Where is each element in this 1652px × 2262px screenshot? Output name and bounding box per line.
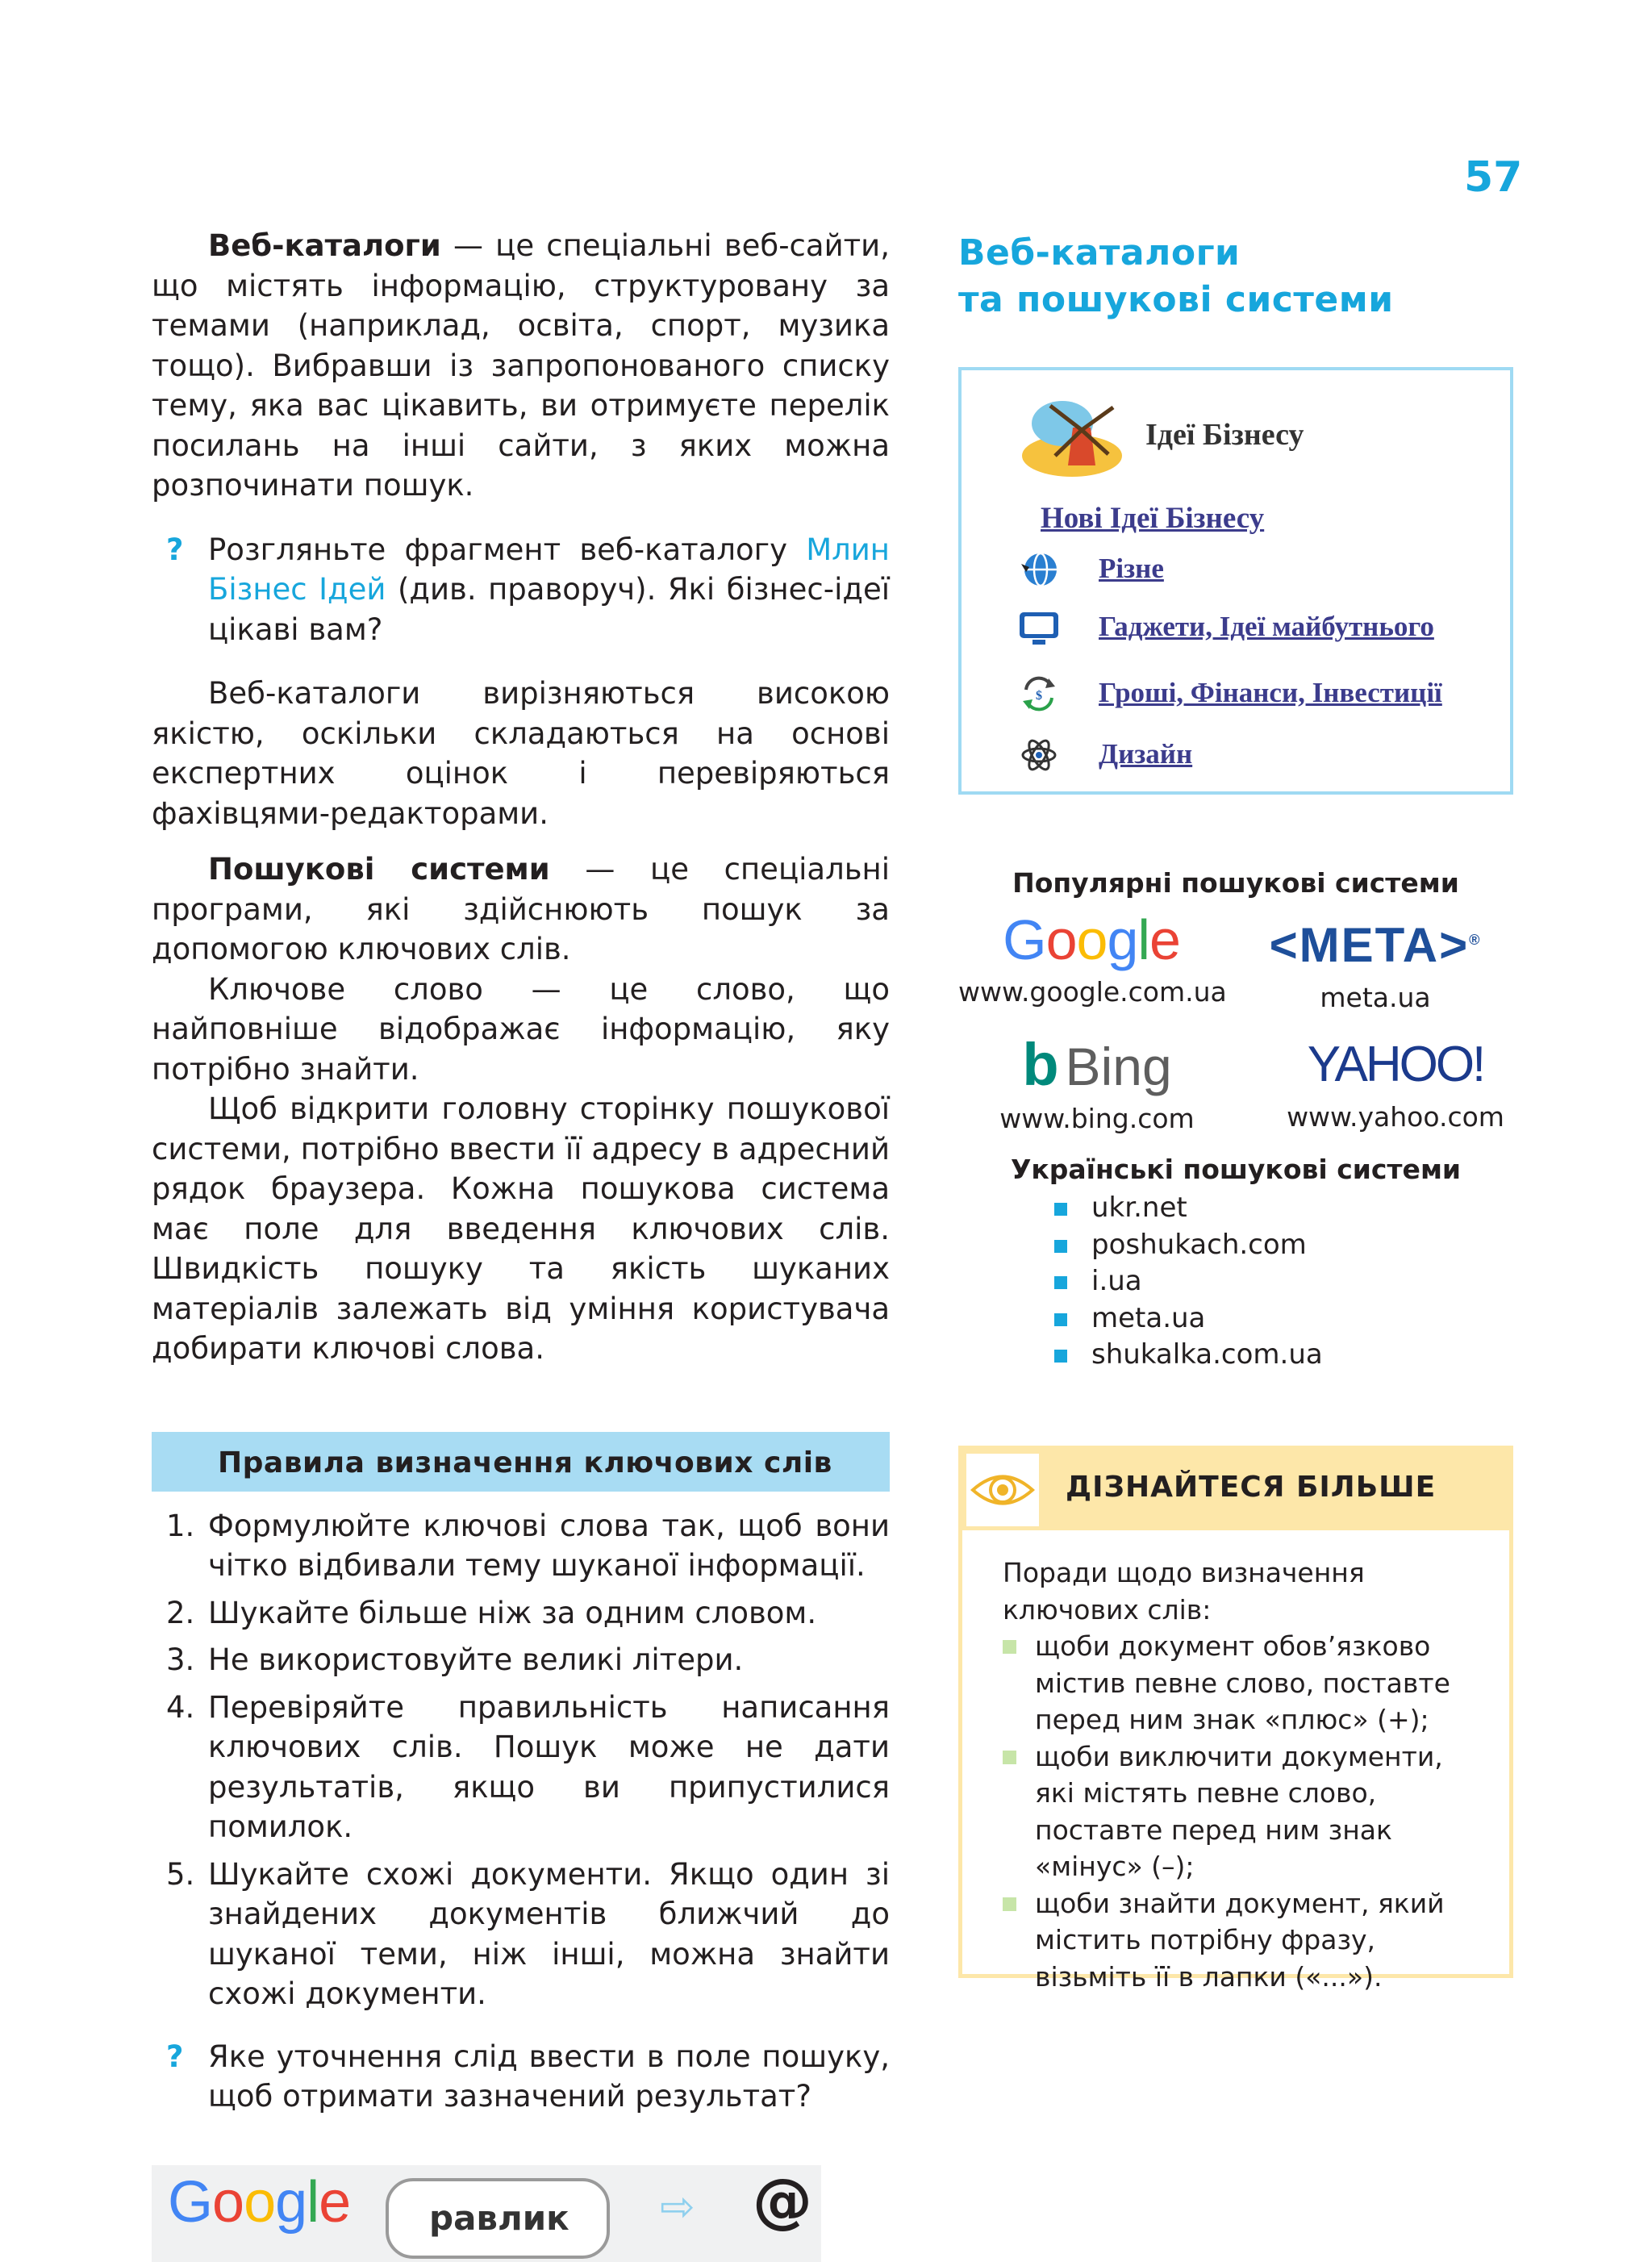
logo-letter: o [1045,908,1077,971]
rule-number: 4. [166,1689,195,1725]
question-mark-icon: ? [166,2039,184,2074]
tip-item: щоби виключити документи, які містять певне слово, поставте перед ним знак «мінус» (–); [1003,1738,1477,1885]
rule-number: 5. [166,1856,195,1892]
search-engines-definition [152,849,890,970]
engine-url[interactable]: www.bing.com [999,1103,1195,1134]
google-logo [168,2169,351,2235]
monitor-icon [1018,607,1060,648]
logo-letter: e [319,2169,351,2235]
windmill-logo-icon [1018,391,1127,480]
globe-icon [1018,549,1060,590]
catalog-item-finance[interactable] [1018,670,1502,719]
list-item: i.ua [1053,1263,1323,1300]
rule-text: Формулюйте ключові слова так, щоб вони чітко відбивали тему шуканої інформації. [208,1508,890,1583]
question-mark-icon: ? [166,532,184,567]
google-logo [958,904,1224,976]
yahoo-logo: YAHOO! [1307,1037,1484,1092]
rule-text: Перевіряйте правильність написання ключових слів. Пошук може не дати результатів, якщо ви припустилися помилок. [208,1689,890,1844]
question-text: Розгляньте фрагмент веб-каталогу [208,532,807,567]
eye-icon-box [962,1450,1043,1530]
logo-letter: o [244,2169,276,2235]
term-search-engines: Пошукові системи [208,852,550,887]
term-web-catalogs: Веб-каталоги [208,228,441,263]
meta-logo [1266,904,1484,982]
rule-text: Не використовуйте великі літери. [208,1642,744,1677]
meta-logo-text: <META> [1269,918,1470,972]
registered-mark: ® [1469,932,1482,948]
catalog-item-label: Дизайн [1099,738,1193,770]
rule-item [152,1593,890,1634]
learn-more-intro: Поради щодо визначення ключових слів: [1003,1557,1365,1626]
section-title-line: та пошукові системи [958,279,1394,320]
catalog-heading-link[interactable]: Нові Ідеї Бізнесу [1041,502,1265,535]
rules-list [152,1506,890,2014]
list-item: ukr.net [1053,1190,1323,1227]
tip-item: щоби документ обов’язково містив певне слово, поставте перед ним знак «плюс» (+); [1003,1628,1477,1738]
rule-number: 2. [166,1595,195,1630]
question-text-end: (див. праворуч). Які бізнес-ідеї цікаві вам? [208,572,890,647]
logo-letter: l [1137,908,1149,971]
question-catalog [152,530,890,650]
section-title [958,230,1394,323]
web-catalogs-definition [152,226,890,506]
rule-item [152,1855,890,2014]
engine-url[interactable]: www.yahoo.com [1287,1101,1504,1133]
catalog-brand: Ідеї Бізнесу [1145,418,1304,452]
arrow-right-icon: ⇨ [660,2182,695,2231]
engine-yahoo [1283,1029,1508,1133]
list-item: meta.ua [1053,1300,1323,1338]
definition-text: — це спеціальні програми, які здійснюють пошук за допомогою ключових слів. [152,852,891,966]
ukrainian-engines-list [1053,1190,1323,1374]
catalog-quality-paragraph: Веб-каталоги вирізняються високою якістю, оскільки складаються на основі експертних оцінок і перевіряються фахівцями-редакторами. [152,676,890,831]
keyword-definition: Ключове слово — це слово, що найповніше відображає інформацію, яку потрібно знайти. [152,971,890,1087]
logo-letter: g [275,2169,307,2235]
question-text: Яке уточнення слід ввести в поле пошуку, щоб отримати зазначений результат? [208,2039,890,2114]
catalog-item-design[interactable] [1018,732,1502,780]
catalog-item-label: Гроші, Фінанси, Інвестиції [1099,677,1442,708]
logo-letter: o [1076,908,1108,971]
question-search-refinement [152,2037,890,2117]
svg-text:$: $ [1036,689,1042,703]
rule-text: Шукайте схожі документи. Якщо один зі знайдених документів ближчий до шуканої теми, ніж інші, можна знайти схожі документи. [208,1856,890,2011]
catalog-item-label: Різне [1099,553,1164,584]
tips-list [1003,1628,1477,1995]
bing-logo [976,1029,1218,1103]
logo-letter: g [1107,908,1138,971]
catalog-link[interactable]: Млин Бізнес Ідей [208,532,890,607]
learn-more-box [958,1446,1513,1993]
learn-more-title: ДІЗНАЙТЕСЯ БІЛЬШЕ [1066,1471,1437,1504]
definition-text: — це спеціальні веб-сайти, що містять інформацію, структуровану за темами (наприклад, освіта, спорт, музика тощо). Вибравши із запропонованого списку тему, яка вас цікавить, ви отримуєте перелік посилань на інші сайти, з яких можна розпочинати пошук. [152,228,890,503]
rule-item [152,1640,890,1680]
at-sign-icon: @ [753,2165,812,2235]
atom-icon [1018,735,1060,775]
money-exchange-icon [1018,674,1060,714]
eye-icon [966,1454,1039,1526]
search-engine-usage: Щоб відкрити головну сторінку пошукової системи, потрібно ввести її адресу в адресний рядок браузера. Кожна пошукова система має поле для введення ключових слів. Швидкість пошуку та якість шуканих матеріалів залежать від уміння користувача добирати ключові слова. [152,1091,890,1366]
learn-more-body [962,1530,1509,1995]
catalog-item-misc[interactable] [1018,546,1502,595]
bing-mark-icon: b [1022,1031,1059,1098]
logo-letter: G [168,2169,213,2235]
rules-heading: Правила визначення ключових слів [152,1432,890,1492]
bing-logo-text: Bing [1065,1037,1172,1096]
tip-item: щоби знайти документ, який містить потрібну фразу, візьміть її в лапки («...»). [1003,1885,1477,1996]
engine-meta [1266,904,1484,1013]
engine-google [958,904,1227,1008]
rule-number: 3. [166,1642,195,1677]
catalog-item-label: Гаджети, Ідеї майбутнього [1099,611,1434,642]
engine-bing [976,1029,1218,1134]
web-catalog-fragment [958,367,1513,795]
page-number: 57 [1464,153,1523,202]
ukrainian-engines-heading: Українські пошукові системи [1010,1154,1462,1185]
engine-url[interactable]: www.google.com.ua [958,976,1227,1008]
logo-letter: e [1149,908,1180,971]
popular-engines-heading: Популярні пошукові системи [1012,867,1459,899]
logo-letter: G [1003,908,1046,971]
main-text-column [152,226,890,2262]
rule-number: 1. [166,1508,195,1543]
rule-item [152,1506,890,1586]
logo-letter: o [212,2169,244,2235]
catalog-item-gadgets[interactable] [1018,604,1502,653]
section-title-line: Веб-каталоги [958,232,1241,273]
search-example [152,2165,821,2262]
rule-item [152,1688,890,1847]
list-item: poshukach.com [1053,1227,1323,1264]
rule-text: Шукайте більше ніж за одним словом. [208,1595,817,1630]
engine-url[interactable]: meta.ua [1320,982,1431,1013]
list-item: shukalka.com.ua [1053,1337,1323,1374]
logo-letter: l [307,2169,319,2235]
search-query-field[interactable]: равлик [386,2178,610,2259]
learn-more-header [962,1450,1509,1530]
